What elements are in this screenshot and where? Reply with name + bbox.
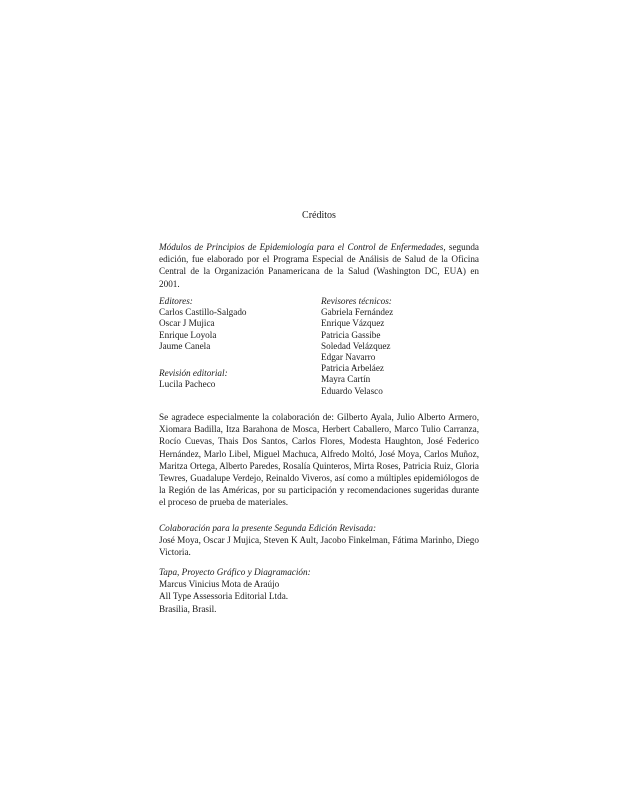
- technical-reviewers-section: [321, 296, 481, 397]
- editor-name: Oscar J Mujica: [159, 318, 215, 329]
- collaboration-names: José Moya, Oscar J Mujica, Steven K Ault, Jacobo Finkelman, Fátima Marinho, Diego Victoria.: [159, 535, 479, 558]
- reviewer-name: Edgar Navarro: [321, 352, 376, 363]
- editorial-review-label: Revisión editorial:: [159, 368, 228, 378]
- module-title: Módulos de Principios de Epidemiología para el Control de Enfermedades: [159, 242, 444, 252]
- cover-line: Brasilia, Brasil.: [159, 603, 217, 614]
- technical-reviewers-label: Revisores técnicos:: [321, 296, 392, 306]
- reviewer-name: Mayra Cartín: [321, 374, 371, 385]
- intro-text: , segunda edición, fue elaborado por el Programa Especial de Análisis de Salud de la Oficina Central de la Organización Panamericana de la Salud (Washington DC, EUA) en 2001.: [159, 242, 480, 289]
- page-title: Créditos: [302, 210, 336, 221]
- reviewer-name: Gabriela Fernández: [321, 307, 394, 318]
- cover-design-section: [159, 566, 479, 615]
- collaboration-section: [159, 522, 479, 559]
- reviewer-name: Patricia Gassibe: [321, 329, 381, 340]
- cover-line: Marcus Vinicius Mota de Araújo: [159, 579, 280, 590]
- reviewer-name: Enrique Vázquez: [321, 318, 385, 329]
- editorial-review-section: [159, 368, 319, 390]
- cover-line: All Type Assessoria Editorial Ltda.: [159, 591, 289, 602]
- reviewer-name: Soledad Velázquez: [321, 340, 391, 351]
- intro-paragraph: [159, 241, 479, 290]
- editor-name: Jaume Canela: [159, 340, 211, 351]
- collaboration-label: Colaboración para la presente Segunda Edición Revisada:: [159, 523, 377, 533]
- cover-design-label: Tapa, Proyecto Gráfico y Diagramación:: [159, 567, 311, 577]
- editors-label: Editores:: [159, 296, 193, 306]
- editor-name: Carlos Castillo-Salgado: [159, 307, 247, 318]
- editors-section: [159, 296, 319, 352]
- reviewer-name: Eduardo Velasco: [321, 385, 383, 396]
- acknowledgement-paragraph: Se agradece especialmente la colaboración de: Gilberto Ayala, Julio Alberto Armero, Xiomara Badilla, Itza Barahona de Mosca, Herbert Caballero, Marco Tulio Carranza, Rocío Cuevas, Thais Dos Santos, Carlos Flores, Modesta Haughton, José Federico Hernández, Marlo Libel, Miguel Machuca, Alfredo Moltó, José Moya, Carlos Muñoz, Maritza Ortega, Alberto Paredes, Rosalía Quinteros, Mirta Roses, Patricia Ruiz, Gloria Tewres, Guadalupe Verdejo, Reinaldo Viveros, así como a múltiples epidemiólogos de la Región de las Américas, por su participación y recomendaciones sugeridas durante el proceso de prueba de materiales.: [159, 412, 479, 508]
- editor-name: Enrique Loyola: [159, 329, 217, 340]
- editorial-reviewer-name: Lucila Pacheco: [159, 379, 216, 390]
- reviewer-name: Patricia Arbeláez: [321, 363, 385, 374]
